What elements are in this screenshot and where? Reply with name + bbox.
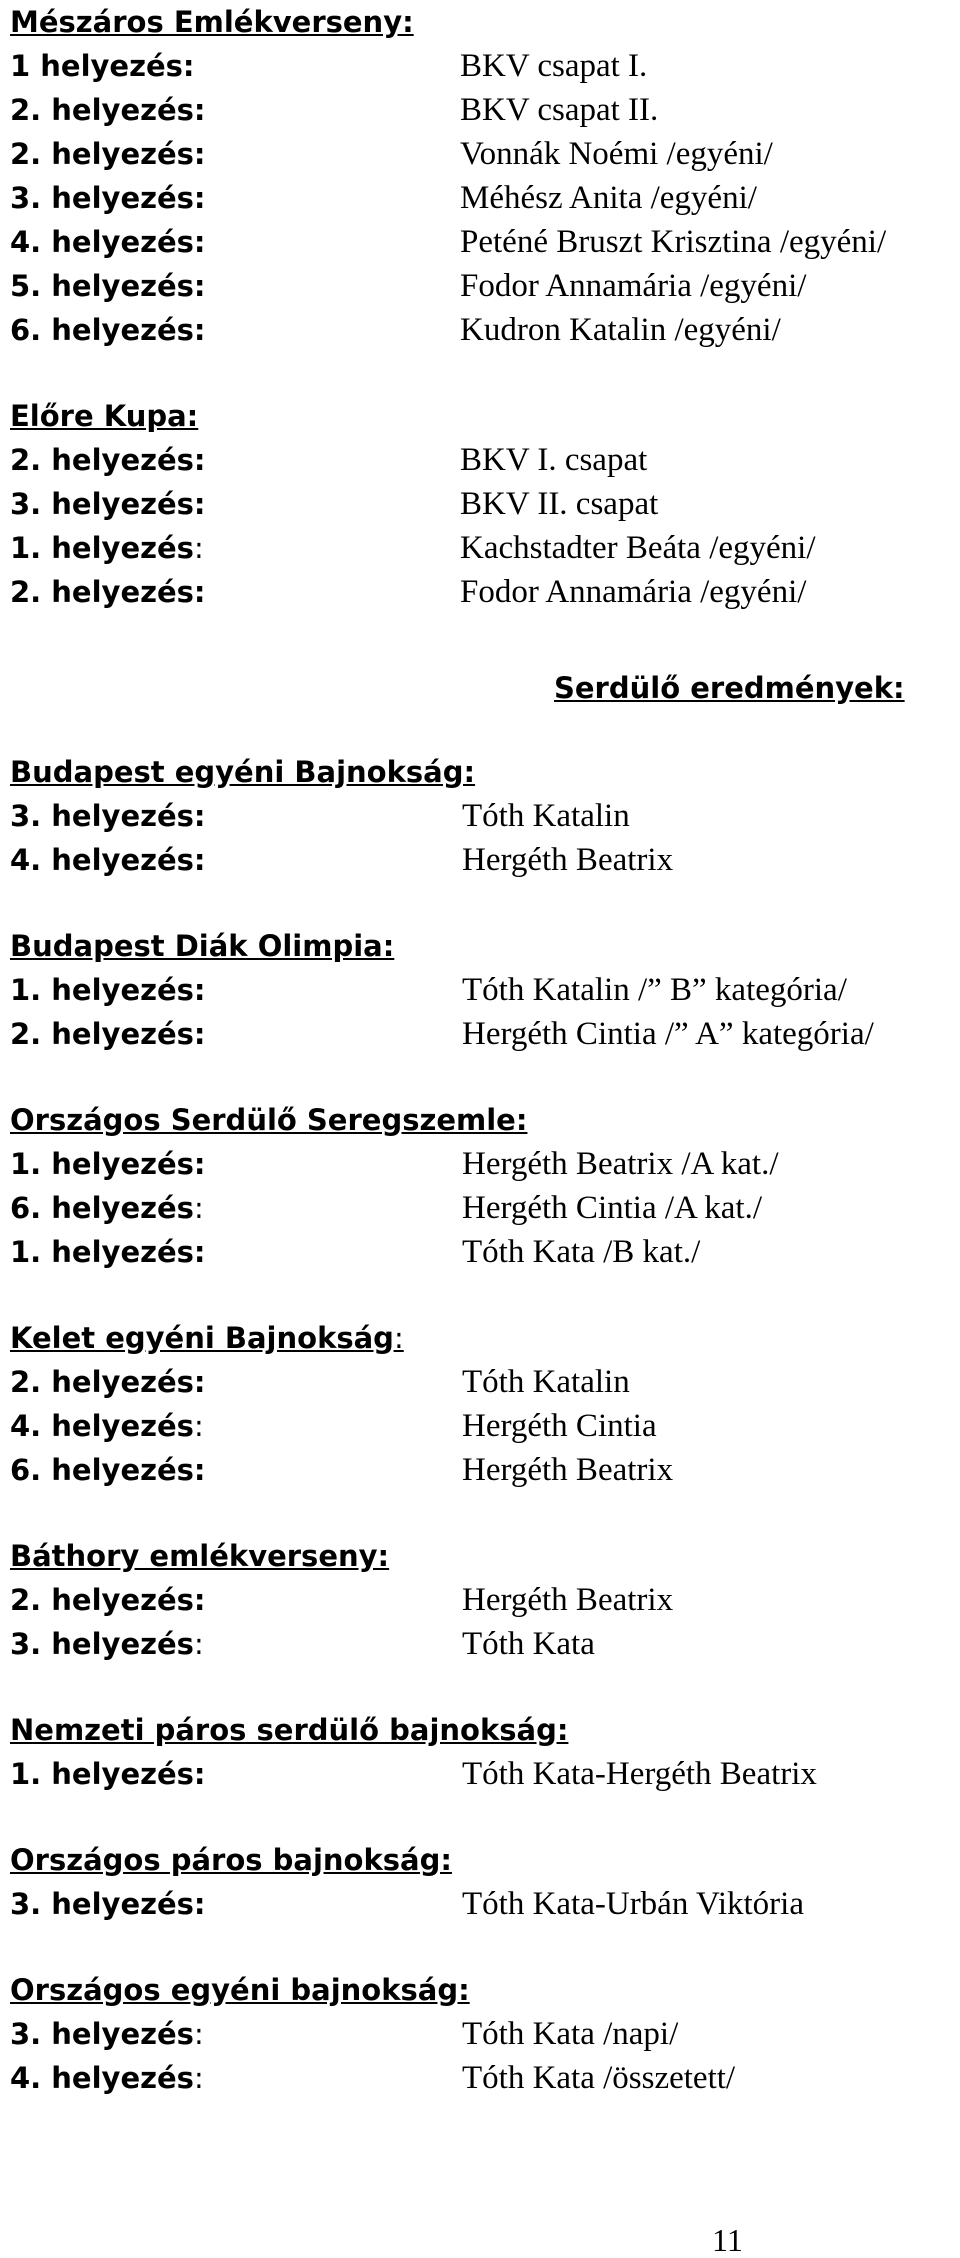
place-label: 2. helyezés: <box>10 1583 206 1617</box>
page-number: 11 <box>712 2222 743 2258</box>
competition-heading: Országos páros bajnokság: <box>10 1843 452 1877</box>
competition-heading: Országos egyéni bajnokság: <box>10 1973 470 2007</box>
result-value: Hergéth Cintia /A kat./ <box>462 1190 763 1226</box>
result-value: Hergéth Cintia /” A” kategória/ <box>462 1016 874 1052</box>
result-value: Tóth Katalin <box>462 798 630 834</box>
result-value: Hergéth Cintia <box>462 1408 657 1444</box>
place-label: 2. helyezés: <box>10 1017 206 1051</box>
result-value: BKV II. csapat <box>460 486 659 522</box>
place-label: 4. helyezés: <box>10 1409 204 1443</box>
result-value: Fodor Annamária /egyéni/ <box>460 574 807 610</box>
result-value: Tóth Katalin /” B” kategória/ <box>462 972 847 1008</box>
place-label: 4. helyezés: <box>10 2061 204 2095</box>
result-value: Kudron Katalin /egyéni/ <box>460 312 781 348</box>
place-label: 1. helyezés: <box>10 1757 206 1791</box>
result-value: Hergéth Beatrix <box>462 1452 674 1488</box>
place-label: 2. helyezés: <box>10 443 206 477</box>
place-label: 1. helyezés: <box>10 1235 206 1269</box>
place-label: 6. helyezés: <box>10 1453 206 1487</box>
result-value: BKV csapat I. <box>460 48 648 84</box>
place-label: 2. helyezés: <box>10 93 206 127</box>
competition-heading: Előre Kupa: <box>10 399 199 433</box>
place-label: 4. helyezés: <box>10 843 206 877</box>
result-value: Tóth Kata /B kat./ <box>462 1234 701 1270</box>
place-label: 3. helyezés: <box>10 2017 204 2051</box>
competition-heading: Kelet egyéni Bajnokság: <box>10 1321 404 1355</box>
place-label: 1. helyezés: <box>10 1147 206 1181</box>
section-title: Serdülő eredmények: <box>554 671 905 705</box>
result-value: Tóth Kata /összetett/ <box>462 2060 736 2096</box>
place-label: 3. helyezés: <box>10 1887 206 1921</box>
result-value: Peténé Bruszt Krisztina /egyéni/ <box>460 224 887 260</box>
place-label: 6. helyezés: <box>10 1191 204 1225</box>
place-label: 3. helyezés: <box>10 1627 204 1661</box>
result-value: Tóth Katalin <box>462 1364 630 1400</box>
result-value: Hergéth Beatrix <box>462 1582 674 1618</box>
result-value: Hergéth Beatrix <box>462 842 674 878</box>
place-label: 2. helyezés: <box>10 137 206 171</box>
place-label: 3. helyezés: <box>10 181 206 215</box>
competition-heading: Nemzeti páros serdülő bajnokság: <box>10 1713 569 1747</box>
place-label: 6. helyezés: <box>10 313 206 347</box>
result-value: BKV csapat II. <box>460 92 659 128</box>
place-label: 1. helyezés: <box>10 973 206 1007</box>
place-label: 1 helyezés: <box>10 49 195 83</box>
place-label: 1. helyezés: <box>10 531 204 565</box>
result-value: Fodor Annamária /egyéni/ <box>460 268 807 304</box>
result-value: BKV I. csapat <box>460 442 648 478</box>
place-label: 3. helyezés: <box>10 799 206 833</box>
place-label: 4. helyezés: <box>10 225 206 259</box>
result-value: Tóth Kata-Hergéth Beatrix <box>462 1756 817 1792</box>
competition-heading: Országos Serdülő Seregszemle: <box>10 1103 528 1137</box>
competition-heading: Báthory emlékverseny: <box>10 1539 390 1573</box>
competition-heading: Budapest egyéni Bajnokság: <box>10 755 476 789</box>
result-value: Tóth Kata-Urbán Viktória <box>462 1886 804 1922</box>
result-value: Vonnák Noémi /egyéni/ <box>460 136 773 172</box>
place-label: 5. helyezés: <box>10 269 206 303</box>
competition-heading: Budapest Diák Olimpia: <box>10 929 395 963</box>
place-label: 2. helyezés: <box>10 575 206 609</box>
place-label: 3. helyezés: <box>10 487 206 521</box>
result-value: Tóth Kata <box>462 1626 595 1662</box>
competition-heading: Mészáros Emlékverseny: <box>10 5 414 39</box>
result-value: Tóth Kata /napi/ <box>462 2016 679 2052</box>
result-value: Méhész Anita /egyéni/ <box>460 180 757 216</box>
result-value: Hergéth Beatrix /A kat./ <box>462 1146 779 1182</box>
place-label: 2. helyezés: <box>10 1365 206 1399</box>
result-value: Kachstadter Beáta /egyéni/ <box>460 530 816 566</box>
